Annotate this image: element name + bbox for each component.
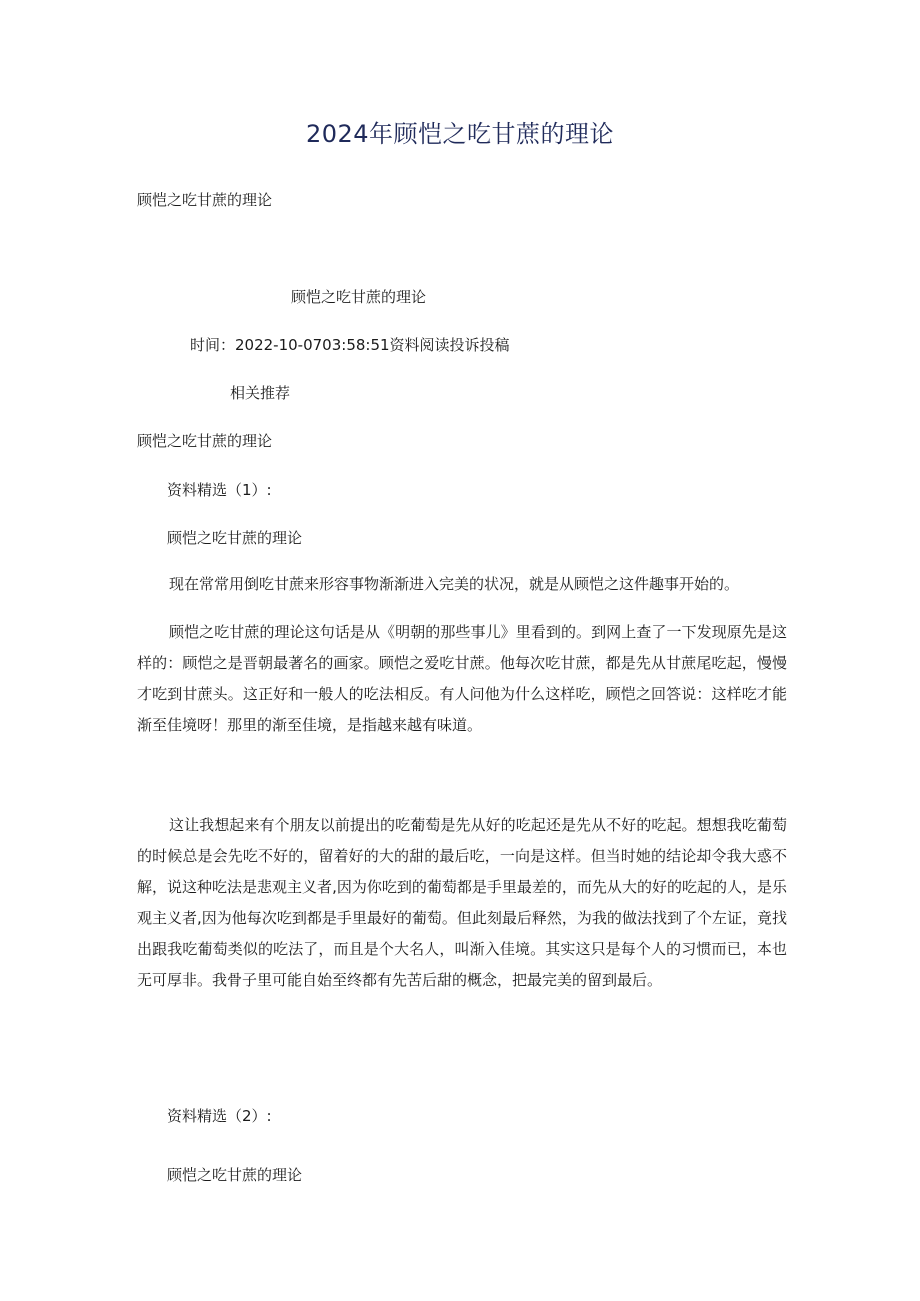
section-heading: 顾恺之吃甘蔗的理论 — [137, 432, 273, 450]
excerpt-1-title: 顾恺之吃甘蔗的理论 — [167, 529, 303, 547]
excerpt-2-label: 资料精选（2）: — [167, 1107, 272, 1125]
paragraph-2: 顾恺之吃甘蔗的理论这句话是从《明朝的那些事儿》里看到的。到网上查了一下发现原先是这样的：顾恺之是晋朝最著名的画家。顾恺之爱吃甘蔗。他每次吃甘蔗，都是先从甘蔗尾吃起，慢慢才吃到甘蔗头。这正好和一般人的吃法相反。有人问他为什么这样吃，顾恺之回答说：这样吃才能渐至佳境呀！那里的渐至佳境，是指越来越有味道。 — [137, 623, 787, 734]
article-heading: 顾恺之吃甘蔗的理论 — [291, 288, 427, 306]
paragraph-1: 现在常常用倒吃甘蔗来形容事物渐渐进入完美的状况，就是从顾恺之这件趣事开始的。 — [169, 575, 740, 593]
excerpt-2-title: 顾恺之吃甘蔗的理论 — [167, 1166, 303, 1184]
excerpt-1-label: 资料精选（1）: — [167, 481, 272, 499]
document-title: 2024年顾恺之吃甘蔗的理论 — [305, 120, 615, 148]
paragraph-3: 这让我想起来有个朋友以前提出的吃葡萄是先从好的吃起还是先从不好的吃起。想想我吃葡萄的时候总是会先吃不好的，留着好的大的甜的最后吃，一向是这样。但当时她的结论却令我大惑不解，说这种吃法是悲观主义者,因为你吃到的葡萄都是手里最差的，而先从大的好的吃起的人，是乐观主义者,因为他每次吃到都是手里最好的葡萄。但此刻最后释然，为我的做法找到了个左证，竟找出跟我吃葡萄类似的吃法了，而且是个大名人，叫渐入佳境。其实这只是每个人的习惯而已，本也无可厚非。我骨子里可能自始至终都有先苦后甜的概念，把最完美的留到最后。 — [137, 816, 787, 989]
related-link[interactable]: 相关推荐 — [230, 384, 291, 402]
meta-line: 时间：2022-10-0703:58:51资料阅读投诉投稿 — [190, 336, 510, 354]
document-subtitle: 顾恺之吃甘蔗的理论 — [137, 191, 273, 209]
